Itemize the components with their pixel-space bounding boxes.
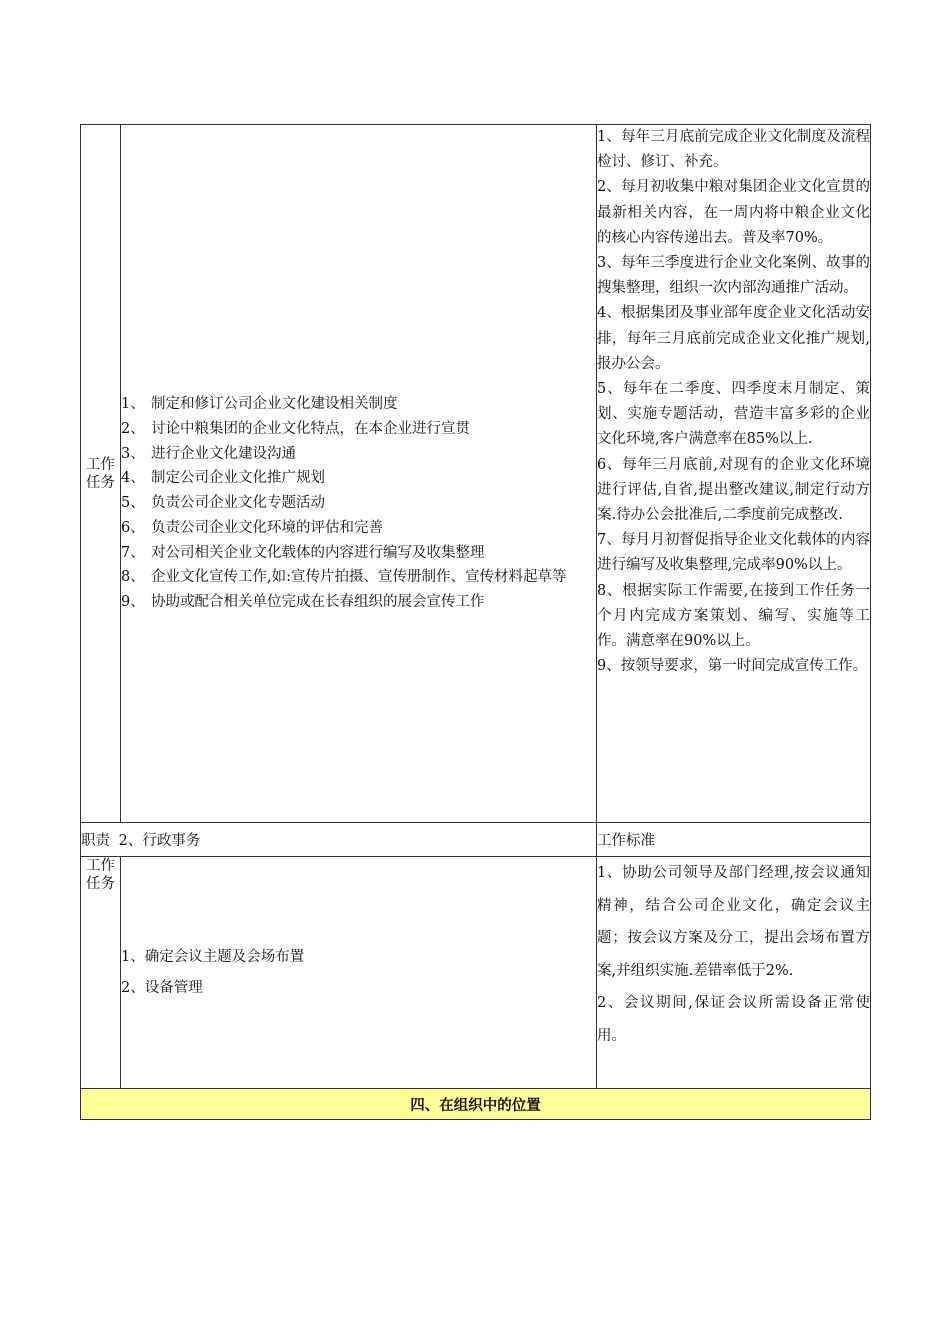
job-description-table (80, 124, 871, 1120)
task-label-cell (81, 857, 121, 1089)
task-label-line1: 工作 (86, 456, 115, 473)
standard-item: 3、每年三季度进行企业文化案例、故事的搜集整理，组织一次内部沟通推广活动。 (597, 255, 870, 297)
list-item: 1、确定会议主题及会场布置 (121, 948, 305, 965)
standard-item: 8、根据实际工作需要,在接到工作任务一个月内完成方案策划、编写、实施等工作。满意率在90%以上。 (597, 582, 870, 650)
standard-item: 5、每年在二季度、四季度末月制定、策划、实施专题活动，营造丰富多彩的企业文化环境,客户满意率在85%以上. (597, 381, 870, 448)
duty-label: 职责 (81, 833, 110, 849)
list-item: 7、 对公司相关企业文化载体的内容进行编写及收集整理 (121, 544, 485, 561)
task-row-culture (81, 125, 871, 823)
task-list-cell (121, 125, 597, 823)
duty-cell (81, 823, 597, 857)
list-item: 3、 进行企业文化建设沟通 (121, 445, 296, 462)
standard-item: 9、按领导要求，第一时间完成宣传工作。 (597, 658, 868, 675)
section-title: 四、在组织中的位置 (81, 1089, 871, 1120)
standard-item: 7、每月月初督促指导企业文化载体的内容进行编写及收集整理,完成率90%以上。 (597, 532, 870, 574)
list-item: 2、 讨论中粮集团的企业文化特点，在本企业进行宣贯 (121, 420, 470, 437)
task-row-admin (81, 857, 871, 1089)
task-label-cell (81, 125, 121, 823)
duty-header-row (81, 823, 871, 857)
standard-item: 2、每月初收集中粮对集团企业文化宣贯的最新相关内容，在一周内将中粮企业文化的核心内容传递出去。普及率70%。 (597, 179, 870, 246)
standard-item: 6、每年三月底前,对现有的企业文化环境进行评估,自省,提出整改建议,制定行动方案.待办公会批准后,二季度前完成整改. (597, 456, 870, 524)
task-label-line2: 任务 (86, 474, 115, 491)
list-item: 4、 制定公司企业文化推广规划 (121, 470, 325, 487)
work-standard-cell (597, 125, 871, 823)
section-banner-row (81, 1089, 871, 1120)
task-list-cell (121, 857, 597, 1089)
standard-item: 1、协助公司领导及部门经理,按会议通知精神，结合公司企业文化，确定会议主题；按会议方案及分工，提出会场布置方案,并组织实施.差错率低于2%. (597, 865, 870, 979)
work-standard-header: 工作标准 (597, 823, 871, 857)
standard-item: 2、会议期间,保证会议所需设备正常使用。 (597, 995, 870, 1044)
task-label-line2: 任务 (86, 876, 115, 892)
list-item: 8、 企业文化宣传工作,如:宣传片拍摄、宣传册制作、宣传材料起草等 (121, 569, 567, 586)
standard-item: 1、每年三月底前完成企业文化制度及流程检讨、修订、补充。 (597, 129, 870, 171)
work-standard-cell (597, 857, 871, 1089)
standard-item: 4、根据集团及事业部年度企业文化活动安排，每年三月底前完成企业文化推广规划,报办公会。 (597, 305, 870, 372)
task-label-line1: 工作 (86, 858, 115, 874)
list-item: 5、 负责公司企业文化专题活动 (121, 495, 325, 512)
list-item: 1、 制定和修订公司企业文化建设相关制度 (121, 395, 398, 412)
duty-text: 2、行政事务 (118, 833, 201, 849)
list-item: 6、 负责公司企业文化环境的评估和完善 (121, 519, 383, 536)
list-item: 9、 协助或配合相关单位完成在长春组织的展会宣传工作 (121, 594, 485, 611)
list-item: 2、设备管理 (121, 979, 203, 996)
